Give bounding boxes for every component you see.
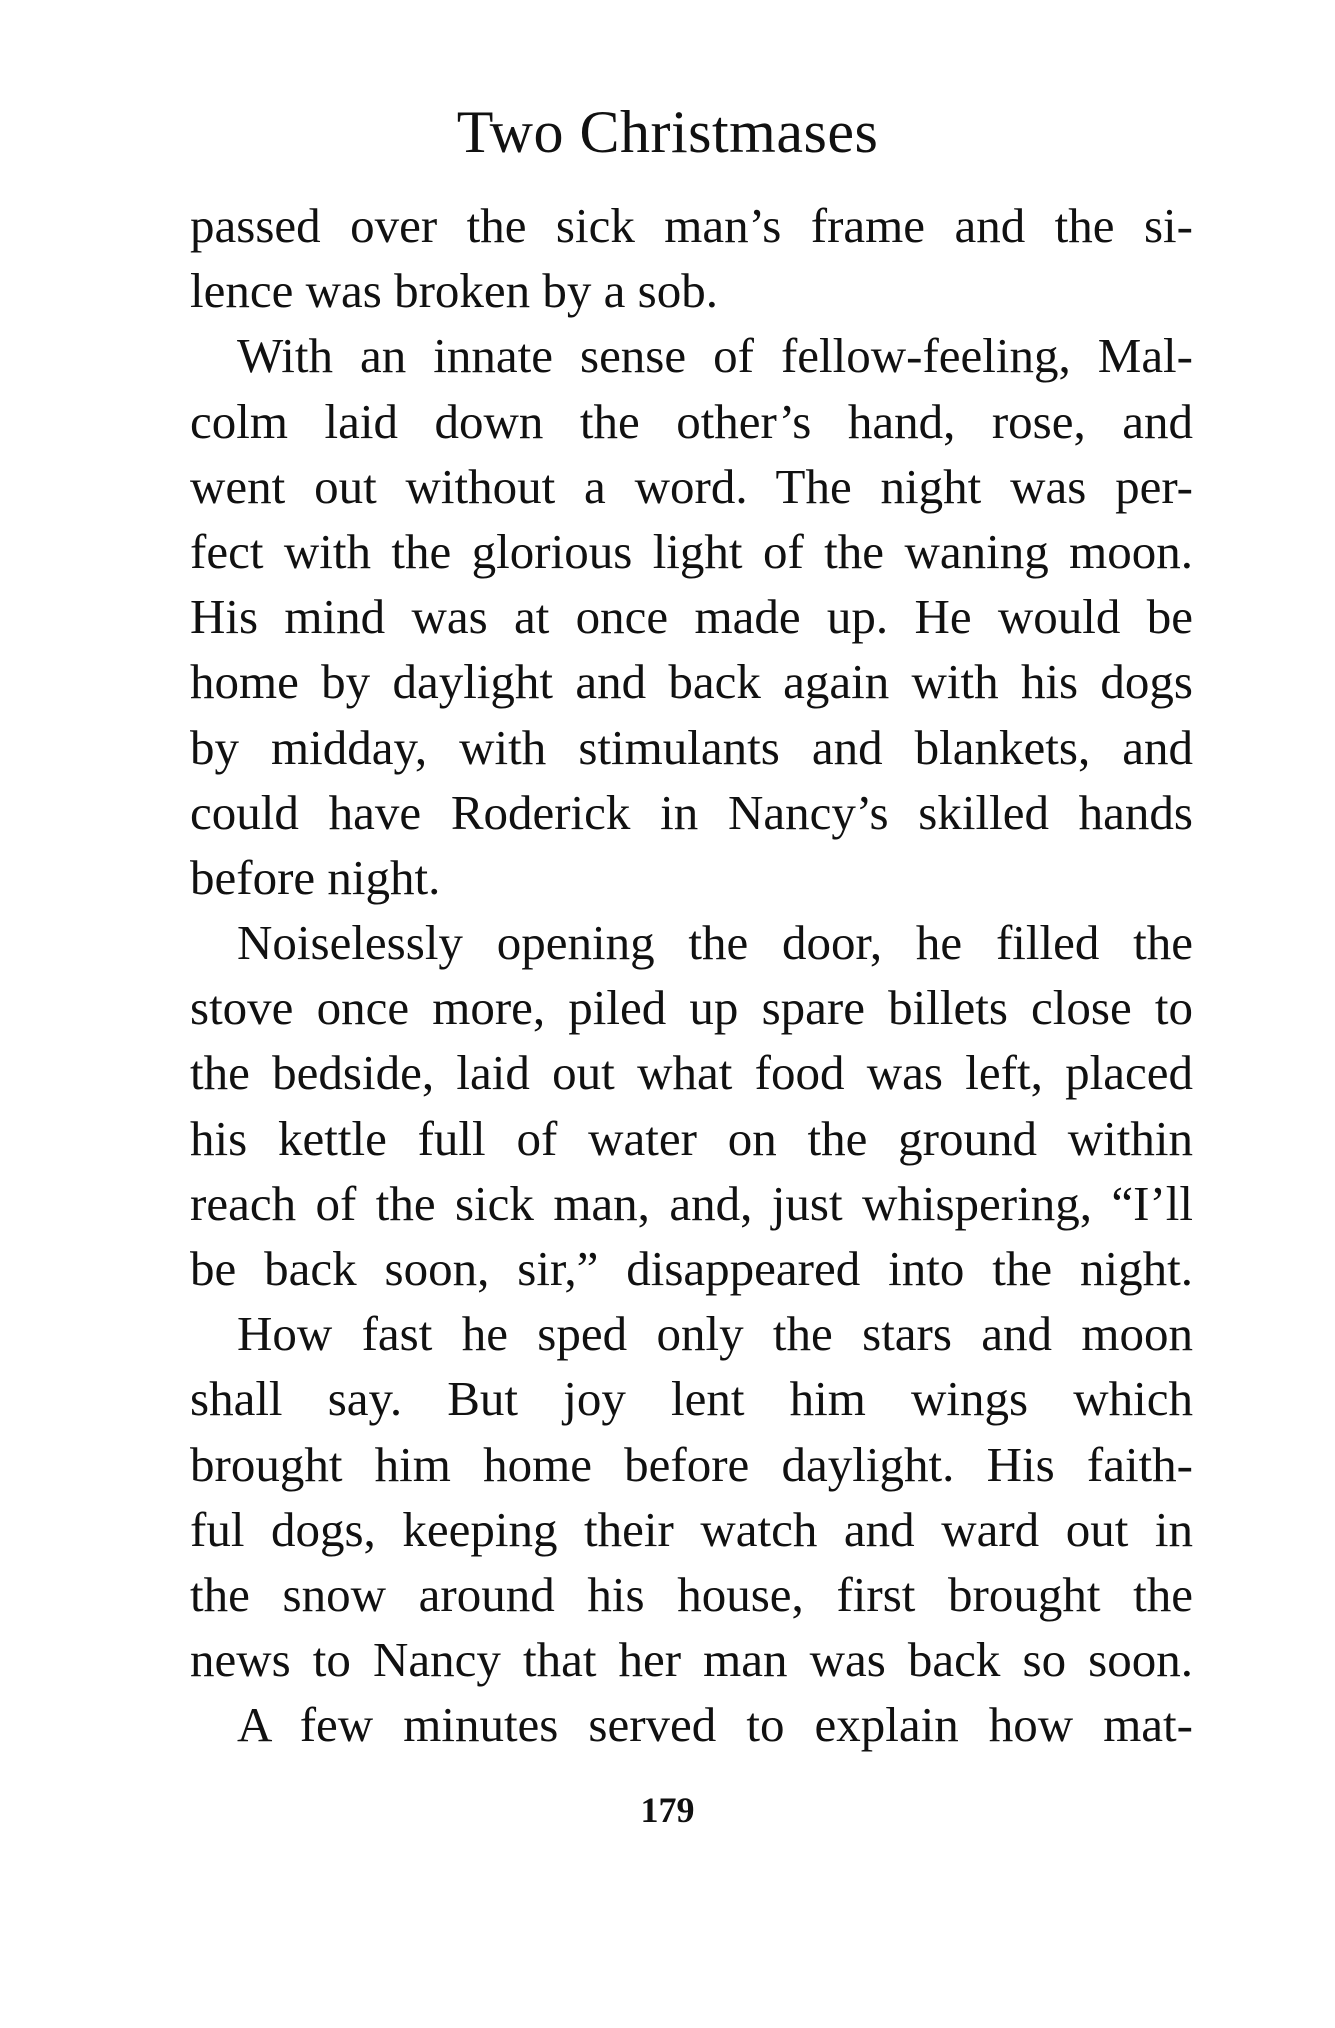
text-line: stove once more, piled up spare billets close to [190,980,1193,1036]
text-line: be back soon, sir,” disappeared into the night. [190,1241,1193,1296]
text-line: brought him home before daylight. His faith- [190,1436,1193,1492]
text-line: ful dogs, keeping their watch and ward out in [190,1501,1193,1557]
running-head: Two Christmases [456,99,879,165]
text-line: His mind was at once made up. He would be [190,589,1193,645]
text-line: colm laid down the other’s hand, rose, and [190,393,1193,449]
text-line: home by daylight and back again with his dogs [190,654,1193,710]
text-line: A few minutes served to explain how mat- [237,1697,1193,1753]
text-line: Noiselessly opening the door, he filled the [237,915,1193,971]
text-line: passed over the sick man’s frame and the si- [190,198,1193,253]
text-line: With an innate sense of fellow-feeling, Mal- [237,328,1193,384]
page-number: 179 [640,1790,695,1830]
text-line: lence was broken by a sob. [190,263,718,319]
text-line: How fast he sped only the stars and moon [237,1306,1193,1362]
text-line: could have Roderick in Nancy’s skilled hands [190,784,1193,840]
text-line: his kettle full of water on the ground within [190,1110,1193,1166]
text-line: by midday, with stimulants and blankets, and [190,719,1193,775]
text-line: reach of the sick man, and, just whispering, “I’ll [190,1175,1193,1231]
body-text [190,193,1193,1758]
text-line: news to Nancy that her man was back so soon. [190,1632,1193,1688]
text-line: shall say. But joy lent him wings which [190,1371,1193,1427]
text-line: before night. [190,849,441,905]
text-line: the snow around his house, first brought the [190,1566,1193,1622]
text-line: went out without a word. The night was per- [190,458,1193,514]
text-line: fect with the glorious light of the waning moon. [190,523,1193,579]
text-line: the bedside, laid out what food was left, placed [190,1045,1193,1101]
